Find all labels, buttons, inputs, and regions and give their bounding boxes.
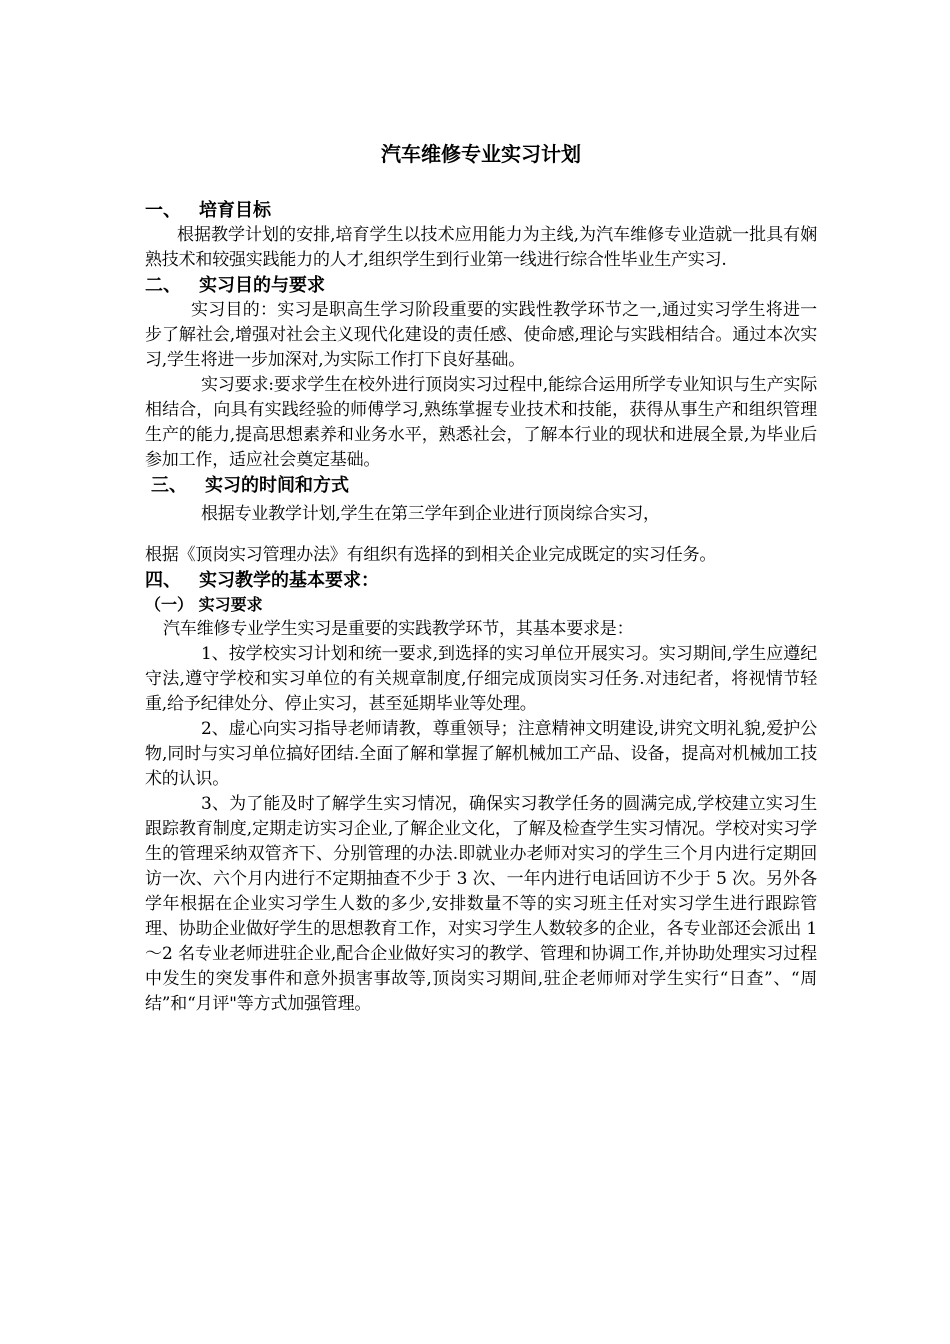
section4-item-1: 1、按学校实习计划和统一要求,到选择的实习单位开展实习。实习期间,学生应遵纪守法,遵守学校和实习单位的有关规章制度,仔细完成顶岗实习任务.对违纪者，将视情节轻重,给予纪律处分、停止实习，甚至延期毕业等处理。: [145, 644, 817, 714]
section4-intro: 汽车维修专业学生实习是重要的实践教学环节，其基本要求是：: [163, 619, 634, 639]
section-number: 二、: [145, 275, 181, 296]
section-title: 培育目标: [199, 200, 271, 221]
section-number: 四、: [145, 570, 181, 591]
section-title: 实习目的与要求: [199, 275, 325, 296]
section3-paragraph-1: 根据专业教学计划,学生在第三学年到企业进行顶岗综合实习，: [201, 504, 660, 524]
section-title: 实习教学的基本要求：: [199, 570, 379, 591]
section4-item-3: 3、为了能及时了解学生实习情况，确保实习教学任务的圆满完成,学校建立实习生跟踪教育制度,定期走访实习企业,了解企业文化，了解及检查学生实习情况。学校对实习学生的管理采纳双管齐下、分别管理的办法.即就业办老师对实习的学生三个月内进行定期回访一次、六个月内进行不定期抽查不少于 3 次、一年内进行电话回访不少于 5 次。另外各学年根据在企业实习学生人数的多少,安排数量不等的实习班主任对实习学生进行跟踪管理、协助企业做好学生的思想教育工作，对实习学生人数较多的企业，各专业部还会派出 1～2 名专业老师进驻企业,配合企业做好实习的教学、管理和协调工作,并协助处理实习过程中发生的突发事件和意外损害事故等,顶岗实习期间,驻企老师师对学生实行“日查”、“周结”和“月评"等方式加强管理。: [145, 794, 817, 1014]
section-title: 实习的时间和方式: [205, 475, 349, 496]
section-heading-4: [145, 568, 817, 593]
document-title: 汽车维修专业实习计划: [381, 142, 581, 166]
section4-item-2: 2、虚心向实习指导老师请教，尊重领导；注意精神文明建设,讲究文明礼貌,爱护公物,同时与实习单位搞好团结.全面了解和掌握了解机械加工产品、设备，提高对机械加工技术的认识。: [145, 719, 817, 789]
section-number: 三、: [151, 475, 187, 496]
section-heading-1: [145, 198, 817, 223]
section1-paragraph: 根据教学计划的安排,培育学生以技术应用能力为主线,为汽车维修专业造就一批具有娴熟技术和较强实践能力的人才,组织学生到行业第一线进行综合性毕业生产实习.: [145, 225, 817, 270]
section-heading-3: [145, 473, 817, 498]
section2-paragraph-purpose: 实习目的：实习是职高生学习阶段重要的实践性教学环节之一,通过实习学生将进一步了解社会,增强对社会主义现代化建设的责任感、使命感,理论与实践相结合。通过本次实习,学生将进一步加深对,为实际工作打下良好基础。: [145, 300, 817, 370]
document-page: [145, 140, 817, 1017]
section3-paragraph-2: 根据《顶岗实习管理办法》有组织有选择的到相关企业完成既定的实习任务。: [145, 545, 717, 565]
section-heading-2: [145, 273, 817, 298]
subsection-heading: （一） 实习要求: [145, 595, 263, 614]
spacer: [145, 527, 817, 543]
section2-paragraph-requirement: 实习要求:要求学生在校外进行顶岗实习过程中,能综合运用所学专业知识与生产实际相结合，向具有实践经验的师傅学习,熟练掌握专业技术和技能，获得从事生产和组织管理生产的能力,提高思想素养和业务水平，熟悉社会，了解本行业的现状和进展全景,为毕业后参加工作，适应社会奠定基础。: [145, 375, 817, 470]
section-number: 一、: [145, 200, 181, 221]
